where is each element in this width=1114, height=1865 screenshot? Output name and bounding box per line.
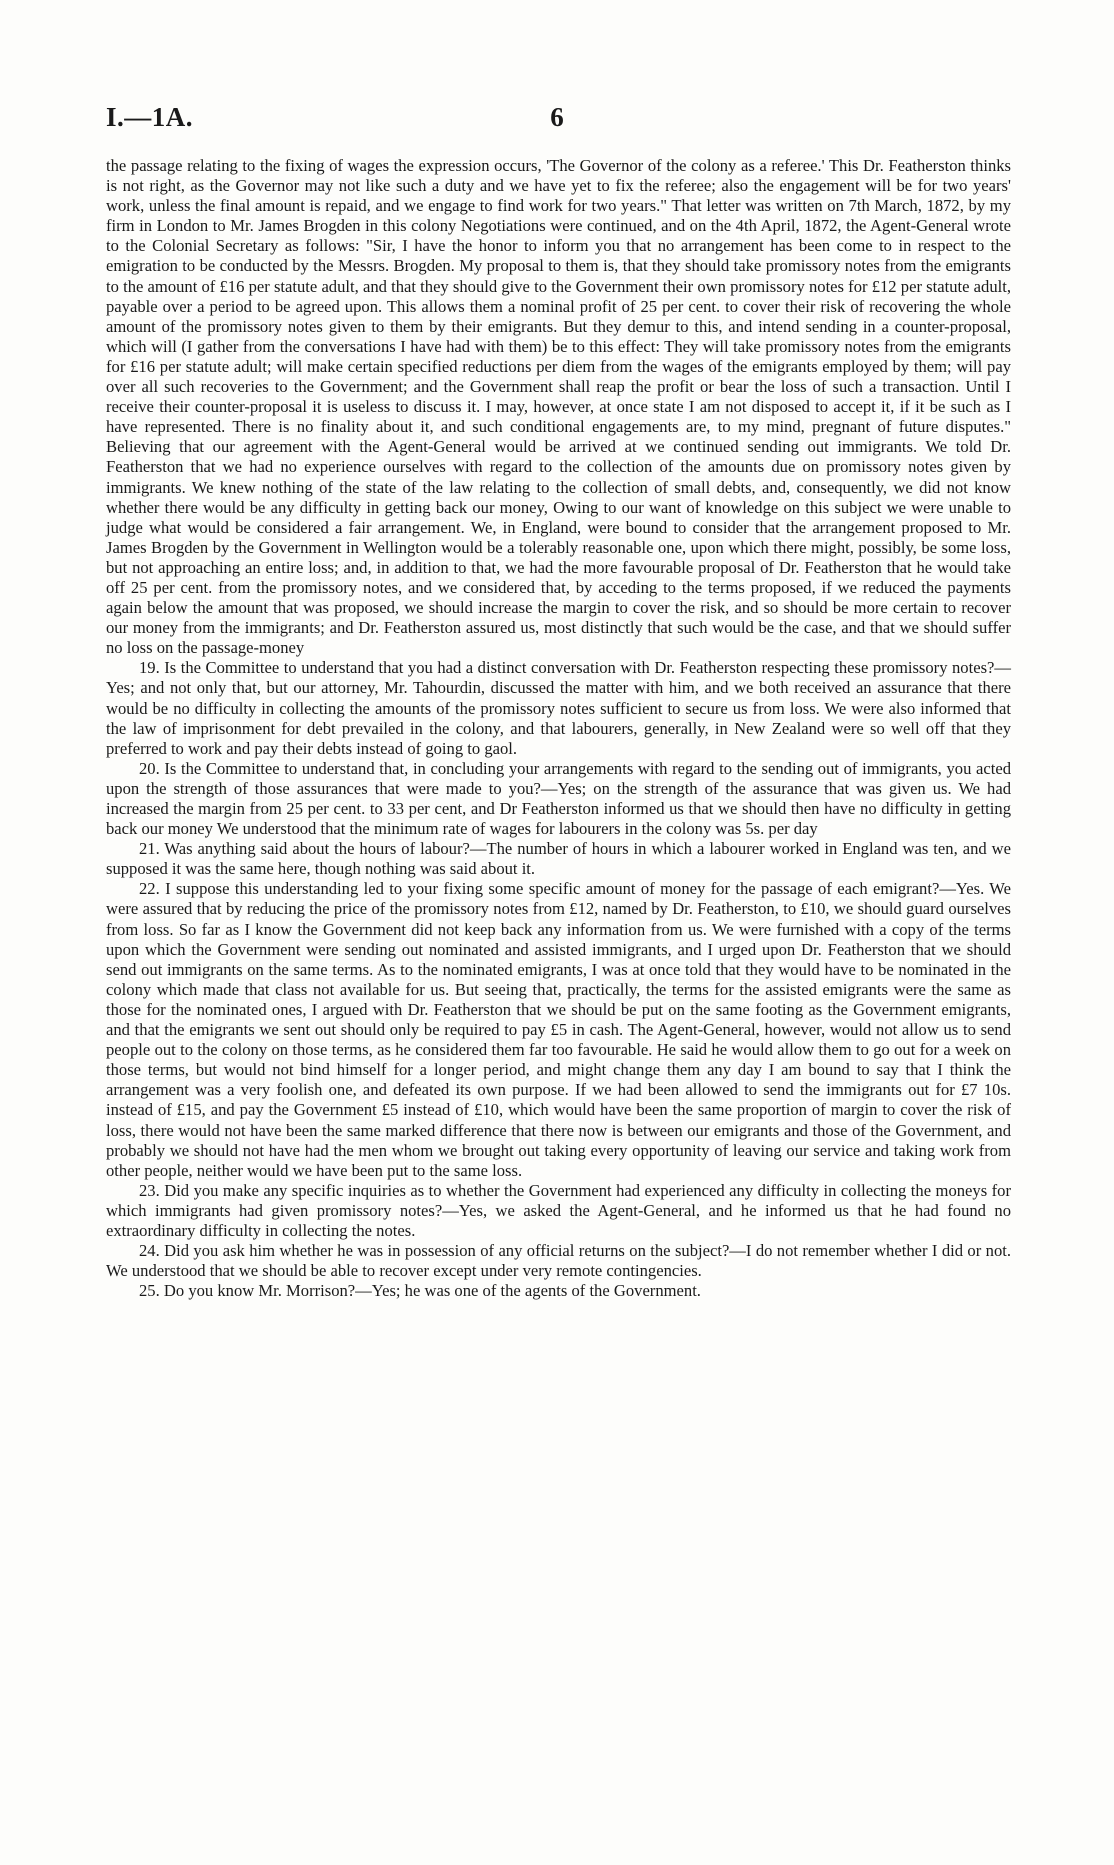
paragraph-question-23: 23. Did you make any specific inquiries as to whether the Government had experienced any difficulty in collecting the moneys for which immigrants had given promissory notes?—Yes, we asked the Agent-General, and he informed us that he had found no extraordinary difficulty in collecting the notes. bbox=[106, 1180, 1011, 1240]
page-header bbox=[106, 102, 1008, 142]
document-body bbox=[106, 156, 1011, 1301]
paragraph-question-25: 25. Do you know Mr. Morrison?—Yes; he was one of the agents of the Government. bbox=[139, 1281, 701, 1301]
page-number: 6 bbox=[550, 102, 564, 132]
paragraph-question-19: 19. Is the Committee to understand that you had a distinct conversation with Dr. Featherston respecting these promissory notes?—Yes; and not only that, but our attorney, Mr. Tahourdin, discussed the matter with him, and we both received an assurance that there would be no difficulty in collecting the amounts of the promissory notes sufficient to secure us from loss. We were also informed that the law of imprisonment for debt prevailed in the colony, and that labourers, generally, in New Zealand were so well off that they preferred to work and pay their debts instead of going to gaol. bbox=[106, 658, 1011, 758]
paragraph-question-21: 21. Was anything said about the hours of labour?—The number of hours in which a labourer worked in England was ten, and we supposed it was the same here, though nothing was said about it. bbox=[106, 839, 1011, 879]
paragraph-question-20: 20. Is the Committee to understand that, in concluding your arrangements with regard to the sending out of immigrants, you acted upon the strength of those assurances that were made to you?—Yes; on the strength of the assurance that was given us. We had increased the margin from 25 per cent. to 33 per cent, and Dr Featherston informed us that we should then have no difficulty in getting back our money We understood that the minimum rate of wages for labourers in the colony was 5s. per day bbox=[106, 758, 1011, 839]
paragraph-continuation: the passage relating to the fixing of wages the expression occurs, 'The Governor of the colony as a referee.' This Dr. Featherston thinks is not right, as the Governor may not like such a duty and we have yet to fix the referee; also the engagement will be for two years' work, unless the final amount is repaid, and we engage to find work for two years." That letter was written on 7th March, 1872, by my firm in London to Mr. James Brogden in this colony Negotiations were continued, and on the 4th April, 1872, the Agent-General wrote to the Colonial Secretary as follows: "Sir, I have the honor to inform you that no arrangement has been come to in respect to the emigration to be conducted by the Messrs. Brogden. My proposal to them is, that they should take promissory notes from the emigrants to the amount of £16 per statute adult, and that they should give to the Government their own promissory notes for £12 per statute adult, payable over a period to be agreed upon. This allows them a nominal profit of 25 per cent. to cover their risk of recovering the whole amount of the promissory notes given to them by their emigrants. But they demur to this, and intend sending in a counter-proposal, which will (I gather from the conversations I have had with them) be to this effect: They will take promissory notes from the emigrants for £16 per statute adult; will make certain specified reductions per diem from the wages of the emigrants employed by them; will pay over all such recoveries to the Government; and the Government shall reap the profit or bear the loss of such a transaction. Until I receive their counter-proposal it is useless to discuss it. I may, however, at once state I am not disposed to accept it, if it be such as I have represented. There is no finality about it, and such conditional engagements are, to my mind, pregnant of future disputes." Believing that our agreement with the Agent-General would be arrived at we continued sending out immigrants. We told Dr. Featherston that we had no experience ourselves with regard to the collection of the amounts due on promissory notes given by immigrants. We knew nothing of the state of the law relating to the collection of small debts, and, consequently, we did not know whether there would be any difficulty in getting back our money, Owing to our want of knowledge on this subject we were unable to judge what would be considered a fair arrangement. We, in England, were bound to consider that the arrangement proposed to Mr. James Brogden by the Government in Wellington would be a tolerably reasonable one, upon which there might, possibly, be some loss, but not approaching an entire loss; and, in addition to that, we had the more favourable proposal of Dr. Featherston that he would take off 25 per cent. from the promissory notes, and we considered that, by acceding to the terms proposed, if we reduced the payments again below the amount that was proposed, we should increase the margin to cover the risk, and so should be more certain to recover our money from the immigrants; and Dr. Featherston assured us, most distinctly that such would be the case, and that we should suffer no loss on the passage-money bbox=[106, 156, 1011, 658]
document-reference: I.—1A. bbox=[106, 102, 194, 132]
paragraph-question-24: 24. Did you ask him whether he was in possession of any official returns on the subject?—I do not remember whether I did or not. We understood that we should be able to recover except under very remote contingencies. bbox=[106, 1241, 1011, 1281]
paragraph-question-22: 22. I suppose this understanding led to your fixing some specific amount of money for the passage of each emigrant?—Yes. We were assured that by reducing the price of the promissory notes from £12, named by Dr. Featherston, to £10, we should guard ourselves from loss. So far as I know the Government did not keep back any information from us. We were furnished with a copy of the terms upon which the Government were sending out nominated and assisted immigrants, and I urged upon Dr. Featherston that we should send out immigrants on the same terms. As to the nominated emigrants, I was at once told that they would have to be nominated in the colony which made that class not available for us. But seeing that, practically, the terms for the assisted emigrants were the same as those for the nominated ones, I argued with Dr. Featherston that we should be put on the same footing as the Government emigrants, and that the emigrants we sent out should only be required to pay £5 in cash. The Agent-General, however, would not allow us to send people out to the colony on those terms, as he considered them far too favourable. He said he would allow them to go out for a week on those terms, but would not bind himself for a longer period, and might change them any day I am bound to say that I think the arrangement was a very foolish one, and defeated its own purpose. If we had been allowed to send the immigrants out for £7 10s. instead of £15, and pay the Government £5 instead of £10, which would have been the same proportion of margin to cover the risk of loss, there would not have been the same marked difference that there now is between our emigrants and those of the Government, and probably we should not have had the men whom we brought out taking every opportunity of leaving our service and taking work from other people, neither would we have been put to the same loss. bbox=[106, 879, 1011, 1180]
